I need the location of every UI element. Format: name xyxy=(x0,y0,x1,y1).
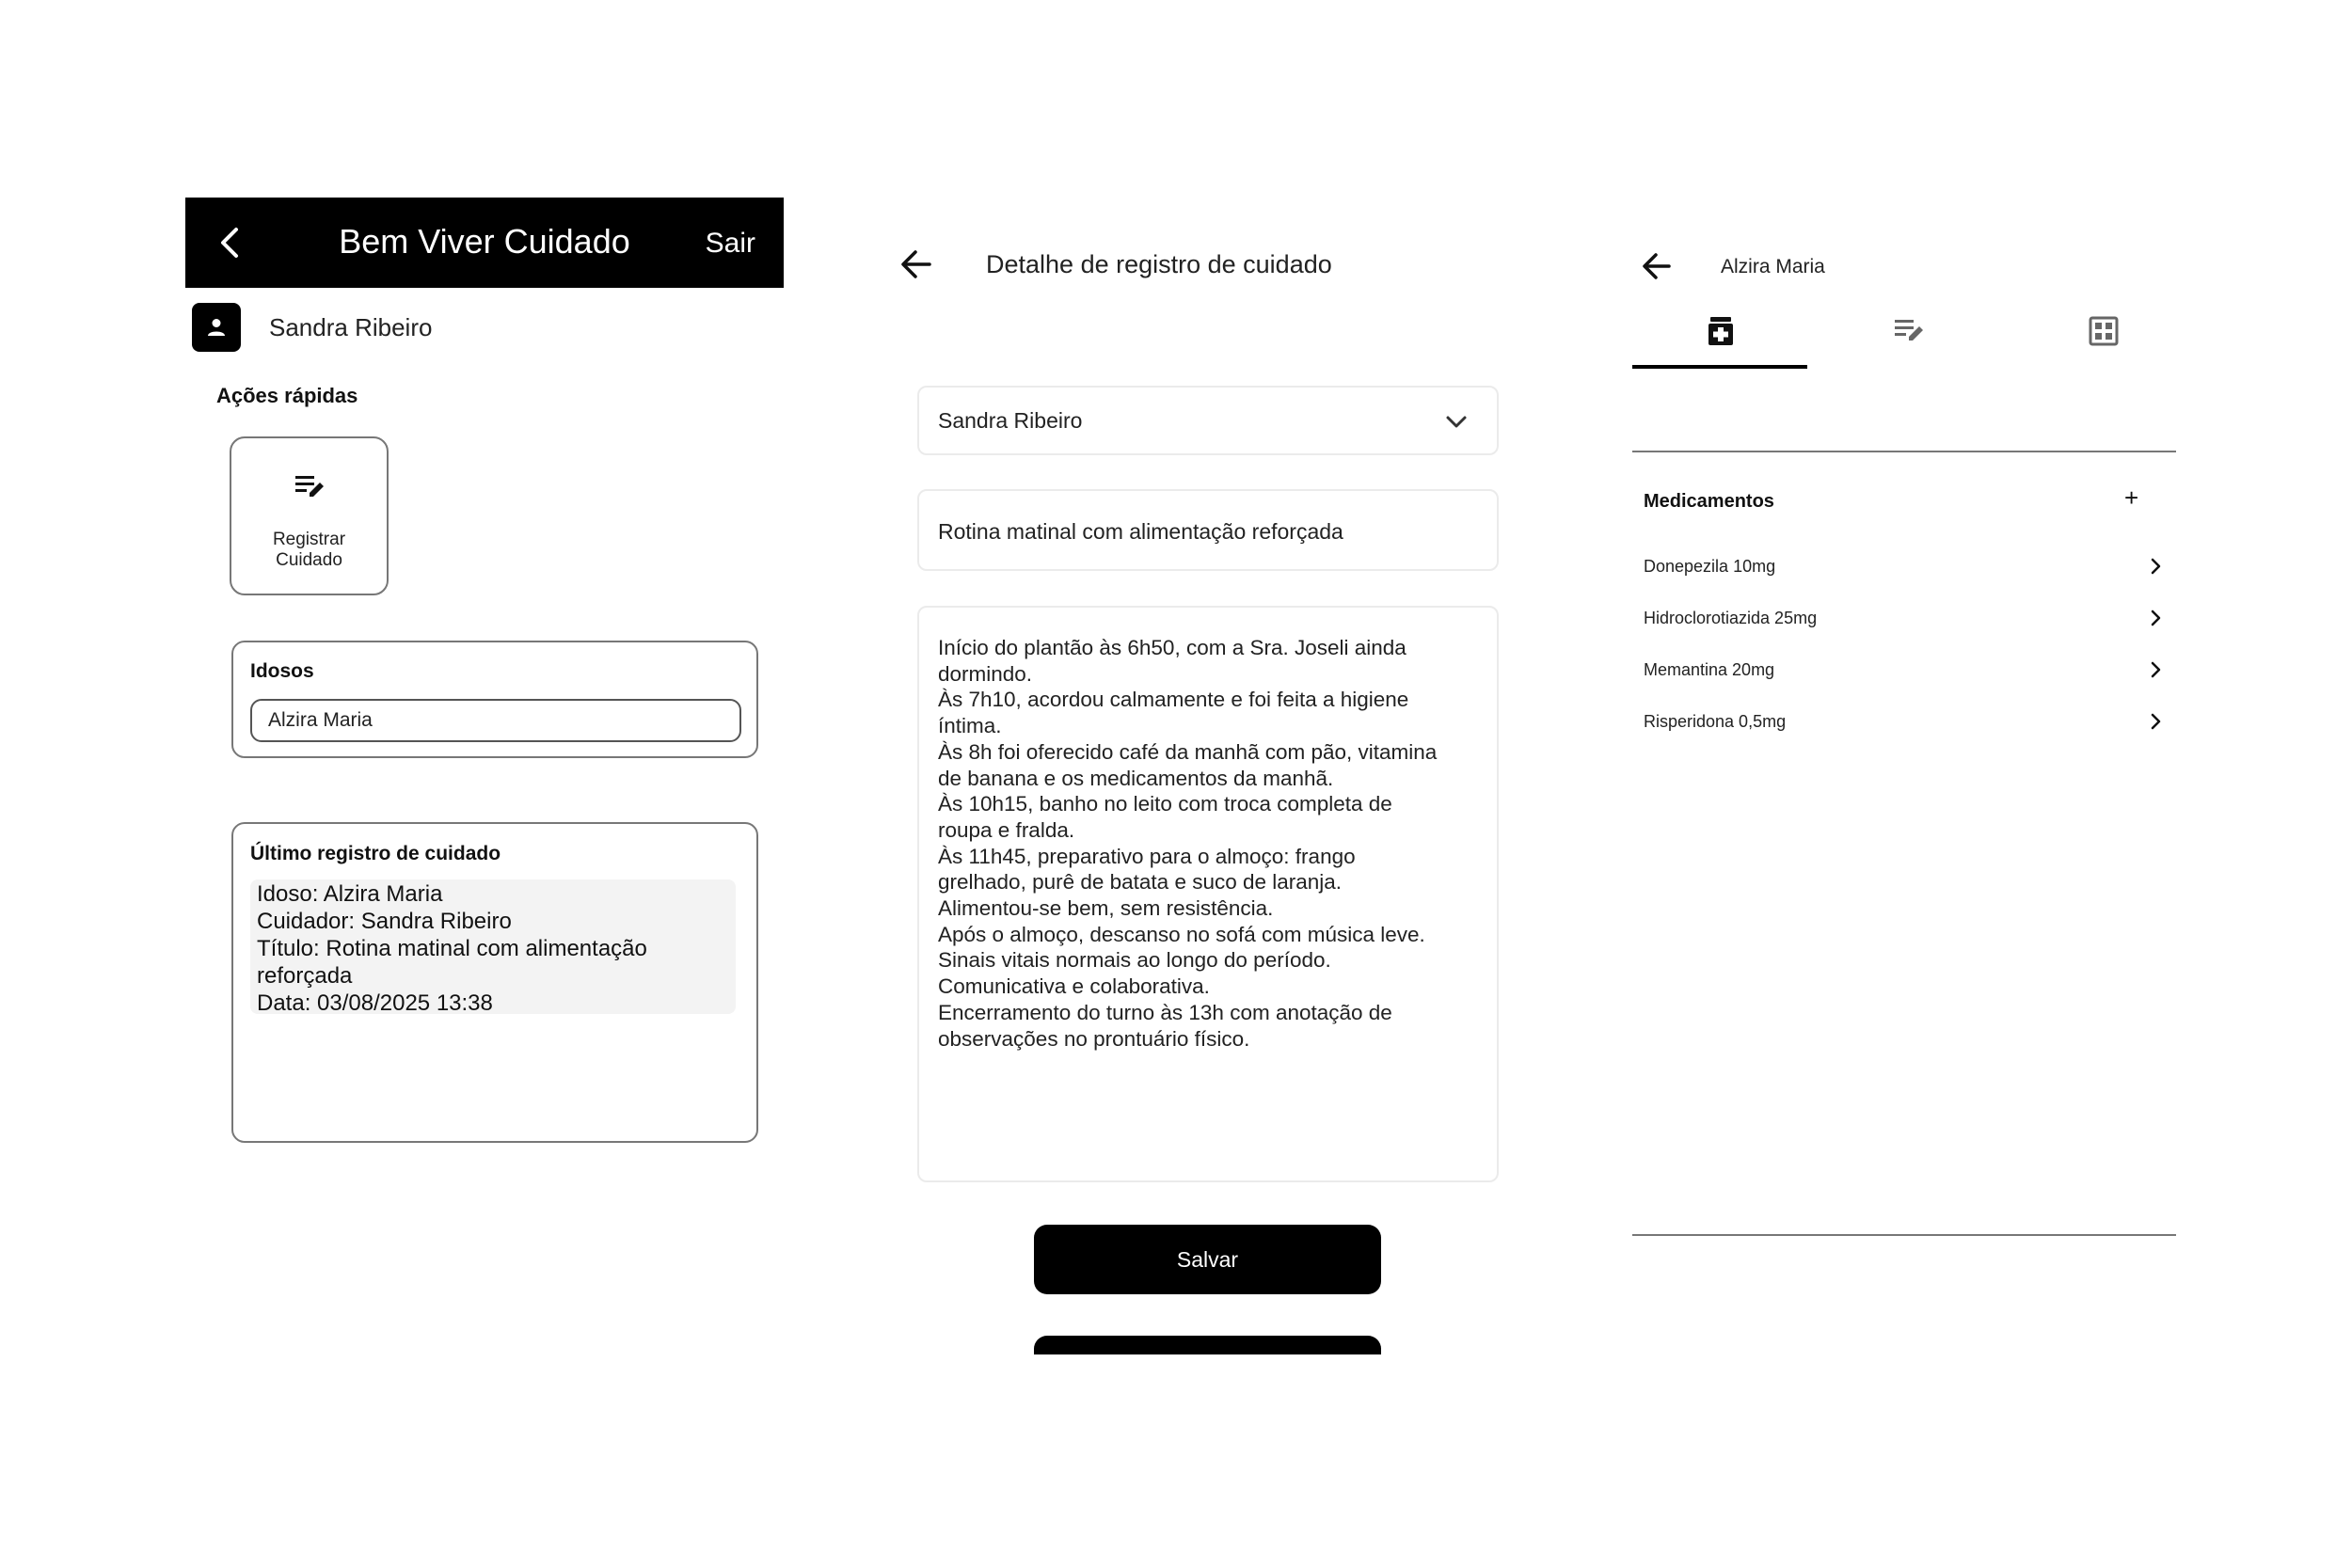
record-date: Data: 03/08/2025 13:38 xyxy=(257,990,493,1016)
chevron-right-icon xyxy=(2145,608,2166,628)
record-elderly: Idoso: Alzira Maria xyxy=(257,881,443,907)
record-title: Título: Rotina matinal com alimentação xyxy=(257,936,647,961)
register-care-button[interactable] xyxy=(230,436,389,595)
medication-item[interactable] xyxy=(1644,548,2166,586)
user-name: Sandra Ribeiro xyxy=(269,312,433,341)
add-medication-button[interactable]: + xyxy=(2124,483,2139,512)
medication-item[interactable] xyxy=(1644,652,2166,689)
avatar xyxy=(192,303,241,352)
chevron-right-icon xyxy=(2145,659,2166,680)
medications-panel xyxy=(1632,451,2176,1236)
tab-care-records[interactable] xyxy=(1818,310,1993,369)
quick-actions-label: Ações rápidas xyxy=(216,384,358,407)
person-icon xyxy=(205,316,228,339)
record-title-cont: reforçada xyxy=(257,963,353,989)
title-input-value: Rotina matinal com alimentação reforçada xyxy=(938,519,1343,544)
chevron-down-icon xyxy=(1444,410,1469,435)
last-record-label: Último registro de cuidado xyxy=(250,843,501,864)
app-header xyxy=(185,198,784,288)
elderly-field[interactable]: Alzira Maria xyxy=(250,699,741,742)
title-input[interactable] xyxy=(917,489,1499,571)
medication-icon xyxy=(1708,316,1734,346)
grid-icon xyxy=(2089,316,2119,346)
save-button[interactable]: Salvar xyxy=(1034,1225,1381,1294)
tab-medications[interactable] xyxy=(1632,310,1807,369)
edit-note-icon xyxy=(1893,316,1927,344)
tab-overview[interactable] xyxy=(2013,310,2188,369)
caregiver-select-value: Sandra Ribeiro xyxy=(938,408,1083,433)
medication-name: Risperidona 0,5mg xyxy=(1644,712,1787,731)
last-record-card xyxy=(231,822,758,1143)
chevron-right-icon xyxy=(2145,711,2166,732)
description-textarea[interactable] xyxy=(917,606,1499,1182)
arrow-left-icon[interactable] xyxy=(1641,250,1673,282)
logout-button[interactable]: Sair xyxy=(705,228,755,259)
arrow-left-icon[interactable] xyxy=(898,246,934,282)
chevron-right-icon xyxy=(2145,556,2166,577)
elderly-name-title: Alzira Maria xyxy=(1721,256,1825,277)
medication-name: Hidroclorotiazida 25mg xyxy=(1644,609,1818,627)
record-caregiver: Cuidador: Sandra Ribeiro xyxy=(257,909,512,934)
secondary-button[interactable] xyxy=(1034,1336,1381,1354)
app-title: Bem Viver Cuidado xyxy=(339,222,630,261)
last-record-details xyxy=(250,879,736,1014)
page-title: Detalhe de registro de cuidado xyxy=(986,250,1332,278)
elderly-card xyxy=(231,641,758,758)
description-text: Início do plantão às 6h50, com a Sra. Joseli ainda dormindo. Às 7h10, acordou calmamente e foi feita a higiene íntima. Às 8h foi oferecido café da manhã com pão, vitamina de banana e os medicamentos da manhã. Às 10h15, banho no leito com troca completa de roupa e fralda. Às 11h45, preparativo para o almoço: frango grelhado, purê de batata e suco de laranja. Alimentou-se bem, sem resistência. Após o almoço, descanso no sofá com música leve. Sinais vitais normais ao longo do período. Comunicativa e colaborativa. Encerramento do turno às 13h com anotação de observações no prontuário físico. xyxy=(938,636,1438,1051)
elderly-label: Idosos xyxy=(250,660,314,682)
edit-note-icon xyxy=(294,472,327,500)
user-row xyxy=(192,303,432,352)
medication-name: Donepezila 10mg xyxy=(1644,557,1776,576)
medication-name: Memantina 20mg xyxy=(1644,660,1775,679)
caregiver-select[interactable] xyxy=(917,386,1499,455)
medication-item[interactable] xyxy=(1644,704,2166,741)
medication-item[interactable] xyxy=(1644,600,2166,638)
medications-title: Medicamentos xyxy=(1644,491,1774,512)
register-care-label: Registrar Cuidado xyxy=(272,530,346,570)
